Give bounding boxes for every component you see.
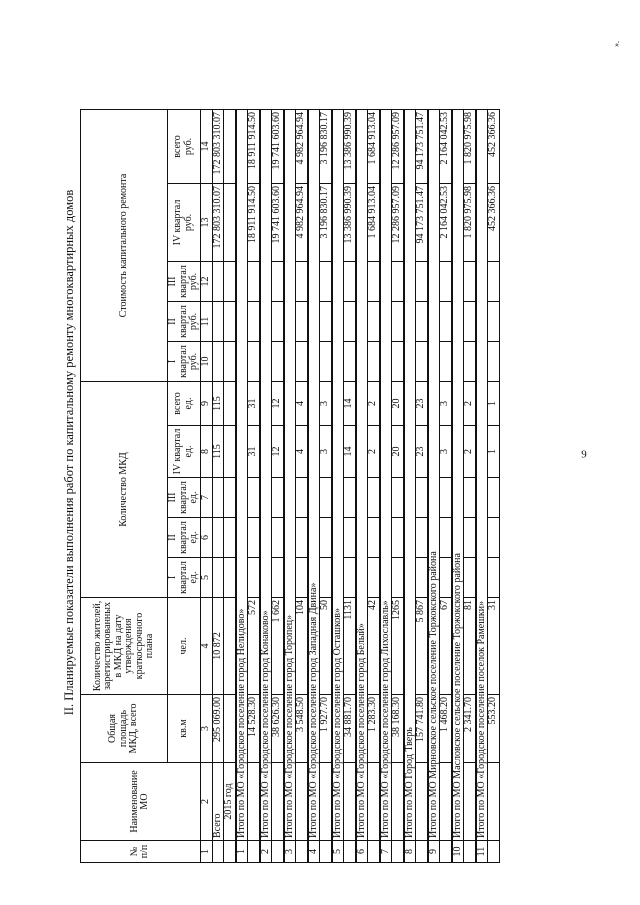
count-total-cell: 31 — [248, 382, 260, 426]
count-total-cell: 3 — [440, 382, 452, 426]
header-num: № п/п — [81, 841, 201, 863]
page-title: II. Планируемые показатели выполнения работ по капитальному ремонту многоквартирных домов — [62, 189, 76, 716]
empty-cell — [392, 478, 404, 518]
empty-cell — [248, 558, 260, 598]
count-total-cell: 4 — [296, 382, 308, 426]
cost-total-cell: 2 164 042.53 — [440, 110, 452, 184]
header-cnt-q1: I квартал ед. — [168, 558, 201, 598]
empty-cell — [488, 763, 500, 841]
count-total-cell: 14 — [344, 382, 356, 426]
mo-values-row — [392, 110, 404, 863]
mo-values-row — [440, 110, 452, 863]
mo-name: Итого по МО «Городское поселение город Торопец» — [284, 110, 296, 841]
empty-cell — [416, 558, 428, 598]
mo-label-row — [356, 110, 368, 863]
empty-cell — [368, 558, 380, 598]
empty-cell — [416, 518, 428, 558]
count-q4-cell: 14 — [344, 426, 356, 478]
index-cell: 11 — [200, 302, 212, 342]
count-q4-cell: 12 — [272, 426, 284, 478]
mo-name: Итого по МО «Городское поселение город Конаково» — [260, 110, 272, 841]
cost-q4-cell: 4 982 964.94 — [296, 184, 308, 262]
empty-cell — [464, 342, 476, 382]
cost-q4-cell: 1 820 975.98 — [464, 184, 476, 262]
mo-name: Итого по МО Мирновское сельское поселение Торжокского района — [428, 110, 440, 841]
area-cell: 38 626.30 — [272, 695, 284, 763]
empty-cell — [440, 841, 452, 863]
mo-label-row — [284, 110, 296, 863]
empty-cell — [440, 342, 452, 382]
empty-cell — [248, 262, 260, 302]
count-q4-cell: 20 — [392, 426, 404, 478]
empty-cell — [320, 342, 332, 382]
mo-name: Итого по МО «Городское поселение город Осташков» — [332, 110, 344, 841]
mo-name: Итого по МО «Городское поселение город Белый» — [356, 110, 368, 841]
cost-total-cell: 12 286 957.09 — [392, 110, 404, 184]
header-cost-q4: IV квартал руб. — [168, 184, 201, 262]
empty-cell — [392, 763, 404, 841]
count-q4-cell: 2 — [368, 426, 380, 478]
residents-cell: 572 — [248, 598, 260, 695]
cost-total-cell: 4 982 964.94 — [296, 110, 308, 184]
residents-cell: 1 662 — [272, 598, 284, 695]
empty-cell — [440, 262, 452, 302]
mo-name: Итого по МО «Городское поселение город Западная Двина» — [308, 110, 320, 841]
total-residents: 10 872 — [212, 598, 224, 695]
cost-q4-cell: 2 164 042.53 — [440, 184, 452, 262]
empty-cell — [248, 302, 260, 342]
empty-cell — [272, 518, 284, 558]
residents-cell: 42 — [368, 598, 380, 695]
empty-cell — [464, 763, 476, 841]
cost-q4-cell: 1 684 913.04 — [368, 184, 380, 262]
row-number: 9 — [428, 841, 440, 863]
empty-cell — [464, 518, 476, 558]
total-cost-q4: 172 803 310.07 — [212, 184, 224, 262]
empty-cell — [272, 478, 284, 518]
count-total-cell: 12 — [272, 382, 284, 426]
index-cell: 9 — [200, 382, 212, 426]
empty-cell — [320, 763, 332, 841]
empty-cell — [248, 763, 260, 841]
mo-label-row — [428, 110, 440, 863]
empty-cell — [368, 342, 380, 382]
cost-total-cell: 94 173 751.47 — [416, 110, 428, 184]
empty-cell — [392, 302, 404, 342]
mo-label-row — [332, 110, 344, 863]
mo-name: Итого по МО «Городское поселение поселок Рамешки» — [476, 110, 488, 841]
header-area: Общая площадь МКД, всего — [81, 695, 168, 763]
mo-label-row — [380, 110, 392, 863]
mo-values-row — [272, 110, 284, 863]
index-cell: 14 — [200, 110, 212, 184]
index-cell: 12 — [200, 262, 212, 302]
header-cnt-total: всего ед. — [168, 382, 201, 426]
count-q4-cell: 31 — [248, 426, 260, 478]
empty-cell — [464, 558, 476, 598]
row-number: 10 — [452, 841, 464, 863]
mo-label-row — [476, 110, 488, 863]
empty-cell — [464, 478, 476, 518]
cost-total-cell: 13 386 990.39 — [344, 110, 356, 184]
empty-cell — [296, 518, 308, 558]
empty-cell — [296, 763, 308, 841]
total-q4: 115 — [212, 426, 224, 478]
cost-q4-cell: 452 366.36 — [488, 184, 500, 262]
area-cell: 1 283.30 — [368, 695, 380, 763]
mo-values-row — [416, 110, 428, 863]
mo-values-row — [344, 110, 356, 863]
empty-cell — [344, 478, 356, 518]
unit-area: кв.м — [168, 695, 201, 763]
empty-cell — [248, 342, 260, 382]
empty-cell — [320, 841, 332, 863]
empty-cell — [488, 518, 500, 558]
index-cell: 6 — [200, 518, 212, 558]
empty-cell — [392, 518, 404, 558]
cost-q4-cell: 19 741 603.60 — [272, 184, 284, 262]
total-area: 295 069.00 — [212, 695, 224, 763]
area-cell: 3 548.50 — [296, 695, 308, 763]
empty-cell — [296, 342, 308, 382]
empty-cell — [344, 262, 356, 302]
row-number: 5 — [332, 841, 344, 863]
residents-cell: 1265 — [392, 598, 404, 695]
header-cnt-q3: III квартал ед. — [168, 478, 201, 518]
empty-cell — [296, 841, 308, 863]
mo-values-row — [488, 110, 500, 863]
empty-cell — [296, 558, 308, 598]
index-cell: 2 — [200, 763, 212, 841]
empty-cell — [344, 518, 356, 558]
row-number: 1 — [236, 841, 248, 863]
mo-label-row — [236, 110, 248, 863]
count-q4-cell: 3 — [440, 426, 452, 478]
index-cell: 3 — [200, 695, 212, 763]
header-cost: Стоимость капитального ремонта — [81, 110, 168, 382]
unit-people: чел. — [168, 598, 201, 695]
count-total-cell: 2 — [368, 382, 380, 426]
empty-cell — [296, 262, 308, 302]
index-cell: 8 — [200, 426, 212, 478]
total-count: 115 — [212, 382, 224, 426]
empty-cell — [464, 262, 476, 302]
empty-cell — [440, 518, 452, 558]
empty-cell — [320, 302, 332, 342]
empty-cell — [344, 763, 356, 841]
mo-values-row — [368, 110, 380, 863]
count-total-cell: 23 — [416, 382, 428, 426]
empty-cell — [488, 841, 500, 863]
header-residents: Количество жителей, зарегистрированных в МКД на дату утверждения краткосрочного плана — [81, 598, 168, 695]
mo-values-row — [248, 110, 260, 863]
empty-cell — [272, 558, 284, 598]
end-mark: ». — [612, 41, 621, 47]
empty-cell — [272, 342, 284, 382]
area-cell: 553.20 — [488, 695, 500, 763]
area-cell: 1 927.70 — [320, 695, 332, 763]
empty-cell — [488, 558, 500, 598]
empty-cell — [344, 302, 356, 342]
header-cost-total: всего руб. — [168, 110, 201, 184]
area-cell: 38 168.30 — [392, 695, 404, 763]
row-number: 2 — [260, 841, 272, 863]
cost-total-cell: 1 820 975.98 — [464, 110, 476, 184]
empty-cell — [416, 262, 428, 302]
empty-cell — [392, 841, 404, 863]
empty-cell — [248, 478, 260, 518]
count-total-cell: 2 — [464, 382, 476, 426]
header-cost-q2: II квартал руб. — [168, 302, 201, 342]
header-mkd-count: Количество МКД — [81, 382, 168, 598]
cost-total-cell: 3 196 830.17 — [320, 110, 332, 184]
index-cell: 10 — [200, 342, 212, 382]
cost-q4-cell: 18 911 914.50 — [248, 184, 260, 262]
empty-cell — [344, 342, 356, 382]
mo-label-row — [260, 110, 272, 863]
count-total-cell: 20 — [392, 382, 404, 426]
empty-cell — [248, 518, 260, 558]
empty-cell — [368, 478, 380, 518]
row-number: 7 — [380, 841, 392, 863]
empty-cell — [296, 302, 308, 342]
residents-cell: 31 — [488, 598, 500, 695]
empty-cell — [440, 763, 452, 841]
area-cell: 157 741.80 — [416, 695, 428, 763]
area-cell: 14 528.30 — [248, 695, 260, 763]
row-number: 8 — [404, 841, 416, 863]
empty-cell — [368, 518, 380, 558]
empty-cell — [392, 558, 404, 598]
mo-name: Итого по МО «Городское поселение город Нелидово» — [236, 110, 248, 841]
mo-values-row — [320, 110, 332, 863]
row-number: 11 — [476, 841, 488, 863]
empty-cell — [464, 841, 476, 863]
cost-total-cell: 452 366.36 — [488, 110, 500, 184]
residents-cell: 1131 — [344, 598, 356, 695]
residents-cell: 5 867 — [416, 598, 428, 695]
capital-repair-table — [80, 109, 500, 863]
index-cell: 1 — [200, 841, 212, 863]
empty-cell — [320, 262, 332, 302]
index-cell: 7 — [200, 478, 212, 518]
cost-total-cell: 1 684 913.04 — [368, 110, 380, 184]
mo-name: Итого по МО «Городское поселение город Лихославль» — [380, 110, 392, 841]
cost-total-cell: 18 911 914.50 — [248, 110, 260, 184]
empty-cell — [272, 841, 284, 863]
cost-q4-cell: 12 286 957.09 — [392, 184, 404, 262]
empty-cell — [320, 558, 332, 598]
empty-cell — [368, 262, 380, 302]
residents-cell: 81 — [464, 598, 476, 695]
total-row — [212, 110, 224, 863]
year-label: 2015 год — [224, 763, 236, 841]
mo-label-row — [452, 110, 464, 863]
residents-cell: 67 — [440, 598, 452, 695]
cost-total-cell: 19 741 603.60 — [272, 110, 284, 184]
row-number: 3 — [284, 841, 296, 863]
empty-cell — [488, 342, 500, 382]
empty-cell — [272, 262, 284, 302]
header-cost-q3: III квартал руб. — [168, 262, 201, 302]
area-cell: 2 341.70 — [464, 695, 476, 763]
empty-cell — [440, 302, 452, 342]
empty-cell — [440, 558, 452, 598]
header-cnt-q4: IV квартал ед. — [168, 426, 201, 478]
count-q4-cell: 4 — [296, 426, 308, 478]
count-q4-cell: 3 — [320, 426, 332, 478]
empty-cell — [488, 478, 500, 518]
total-label: Всего — [212, 763, 224, 841]
empty-cell — [368, 763, 380, 841]
year-row — [224, 110, 236, 863]
empty-cell — [416, 342, 428, 382]
empty-cell — [464, 302, 476, 342]
mo-values-row — [296, 110, 308, 863]
count-q4-cell: 2 — [464, 426, 476, 478]
header-cnt-q2: II квартал ед. — [168, 518, 201, 558]
empty-cell — [248, 841, 260, 863]
empty-cell — [320, 518, 332, 558]
empty-cell — [296, 478, 308, 518]
empty-cell — [344, 841, 356, 863]
empty-cell — [368, 302, 380, 342]
page-number: 9 — [581, 448, 587, 461]
count-q4-cell: 1 — [488, 426, 500, 478]
empty-cell — [320, 478, 332, 518]
empty-cell — [440, 478, 452, 518]
cost-q4-cell: 3 196 830.17 — [320, 184, 332, 262]
residents-cell: 50 — [320, 598, 332, 695]
row-number: 4 — [308, 841, 320, 863]
mo-name: Итого по МО Город Тверь — [404, 110, 416, 841]
total-cost: 172 803 310.07 — [212, 110, 224, 184]
index-cell: 4 — [200, 598, 212, 695]
cost-q4-cell: 13 386 990.39 — [344, 184, 356, 262]
empty-cell — [392, 342, 404, 382]
empty-cell — [416, 478, 428, 518]
cost-q4-cell: 94 173 751.47 — [416, 184, 428, 262]
mo-label-row — [308, 110, 320, 863]
count-total-cell: 1 — [488, 382, 500, 426]
area-cell: 34 881.70 — [344, 695, 356, 763]
empty-cell — [416, 763, 428, 841]
header-name: Наименование МО — [81, 763, 201, 841]
empty-cell — [344, 558, 356, 598]
empty-cell — [368, 841, 380, 863]
count-total-cell: 3 — [320, 382, 332, 426]
count-q4-cell: 23 — [416, 426, 428, 478]
empty-cell — [488, 302, 500, 342]
empty-cell — [416, 302, 428, 342]
header-cost-q1: I квартал руб. — [168, 342, 201, 382]
empty-cell — [392, 262, 404, 302]
mo-name: Итого по МО Масловское сельское поселение Торжокского района — [452, 110, 464, 841]
mo-values-row — [464, 110, 476, 863]
empty-cell — [272, 763, 284, 841]
empty-cell — [272, 302, 284, 342]
area-cell: 1 468.20 — [440, 695, 452, 763]
index-cell: 5 — [200, 558, 212, 598]
empty-cell — [416, 841, 428, 863]
residents-cell: 104 — [296, 598, 308, 695]
empty-cell — [488, 262, 500, 302]
mo-label-row — [404, 110, 416, 863]
row-number: 6 — [356, 841, 368, 863]
index-cell: 13 — [200, 184, 212, 262]
